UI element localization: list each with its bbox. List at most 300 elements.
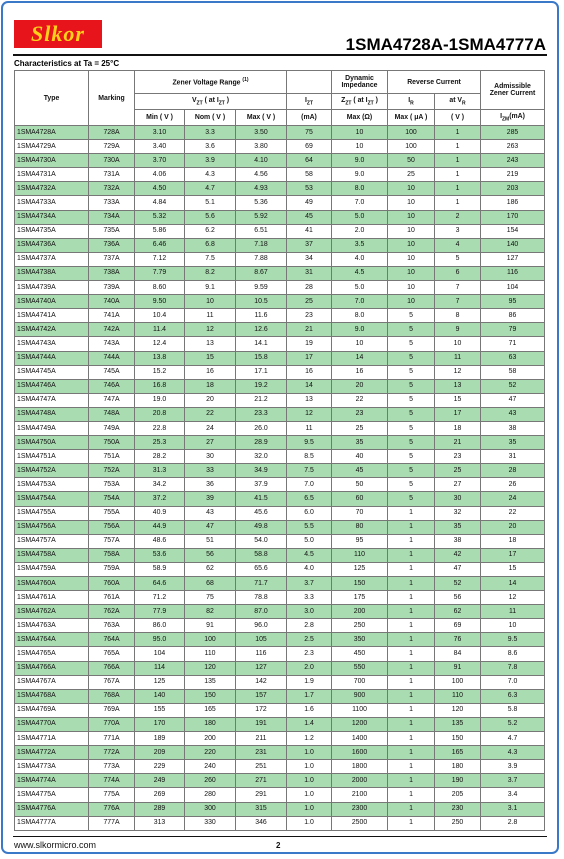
cell-type: 1SMA4742A (15, 323, 89, 337)
page-title: 1SMA4728A-1SMA4777A (345, 35, 546, 54)
cell-min: 40.9 (135, 506, 185, 520)
cell-nom: 3.9 (185, 154, 236, 168)
cell-ir: 1 (388, 788, 435, 802)
cell-min: 37.2 (135, 492, 185, 506)
cell-vr: 32 (435, 506, 481, 520)
table-row (15, 436, 545, 450)
cell-nom: 51 (185, 534, 236, 548)
cell-ir: 5 (388, 379, 435, 393)
table-row (15, 154, 545, 168)
cell-nom: 260 (185, 774, 236, 788)
table-row (15, 802, 545, 816)
cell-type: 1SMA4735A (15, 224, 89, 238)
cell-type: 1SMA4757A (15, 534, 89, 548)
cell-min: 12.4 (135, 337, 185, 351)
cell-type: 1SMA4743A (15, 337, 89, 351)
cell-ir: 5 (388, 421, 435, 435)
cell-zzt: 16 (332, 365, 388, 379)
cell-izt: 28 (287, 281, 332, 295)
cell-min: 7.12 (135, 252, 185, 266)
cell-izt: 19 (287, 337, 332, 351)
cell-marking: 744A (89, 351, 135, 365)
cell-type: 1SMA4731A (15, 168, 89, 182)
cell-zzt: 110 (332, 548, 388, 562)
table-body (15, 126, 545, 831)
cell-vr: 120 (435, 703, 481, 717)
cell-izm: 24 (481, 492, 545, 506)
cell-type: 1SMA4771A (15, 732, 89, 746)
cell-nom: 75 (185, 591, 236, 605)
cell-max: 54.0 (236, 534, 287, 548)
cell-ir: 1 (388, 591, 435, 605)
cell-type: 1SMA4777A (15, 816, 89, 830)
table-row (15, 746, 545, 760)
cell-marking: 750A (89, 436, 135, 450)
cell-vr: 1 (435, 182, 481, 196)
cell-zzt: 7.0 (332, 295, 388, 309)
cell-ir: 1 (388, 661, 435, 675)
cell-marking: 766A (89, 661, 135, 675)
cell-izm: 154 (481, 224, 545, 238)
cell-ir: 10 (388, 266, 435, 280)
cell-vr: 9 (435, 323, 481, 337)
cell-izt: 2.0 (287, 661, 332, 675)
cell-min: 104 (135, 647, 185, 661)
cell-ir: 1 (388, 647, 435, 661)
cell-max: 231 (236, 746, 287, 760)
cell-zzt: 5.0 (332, 281, 388, 295)
table-row (15, 478, 545, 492)
cell-nom: 110 (185, 647, 236, 661)
cell-izt: 11 (287, 421, 332, 435)
cell-ir: 10 (388, 281, 435, 295)
cell-ir: 1 (388, 760, 435, 774)
cell-ir: 5 (388, 436, 435, 450)
cell-nom: 220 (185, 746, 236, 760)
cell-type: 1SMA4765A (15, 647, 89, 661)
cell-nom: 150 (185, 689, 236, 703)
table-row (15, 717, 545, 731)
cell-zzt: 1400 (332, 732, 388, 746)
cell-ir: 1 (388, 534, 435, 548)
cell-izt: 16 (287, 365, 332, 379)
cell-max: 34.9 (236, 464, 287, 478)
cell-ir: 1 (388, 675, 435, 689)
cell-nom: 165 (185, 703, 236, 717)
cell-nom: 47 (185, 520, 236, 534)
cell-ir: 100 (388, 140, 435, 154)
cell-izt: 4.0 (287, 562, 332, 576)
header-izt: $I_{ZT}$ (287, 94, 332, 110)
cell-min: 7.79 (135, 266, 185, 280)
cell-zzt: 8.0 (332, 309, 388, 323)
cell-marking: 754A (89, 492, 135, 506)
cell-izt: 1.0 (287, 802, 332, 816)
cell-izt: 1.0 (287, 816, 332, 830)
cell-type: 1SMA4741A (15, 309, 89, 323)
cell-zzt: 9.0 (332, 168, 388, 182)
cell-max: 65.6 (236, 562, 287, 576)
cell-ir: 1 (388, 732, 435, 746)
cell-min: 48.6 (135, 534, 185, 548)
cell-type: 1SMA4739A (15, 281, 89, 295)
cell-zzt: 1200 (332, 717, 388, 731)
cell-izt: 1.9 (287, 675, 332, 689)
cell-vr: 25 (435, 464, 481, 478)
cell-vr: 17 (435, 407, 481, 421)
header-max: Max ( V ) (236, 110, 287, 126)
cell-marking: 733A (89, 196, 135, 210)
cell-izt: 2.5 (287, 633, 332, 647)
cell-type: 1SMA4734A (15, 210, 89, 224)
cell-izt: 5.0 (287, 534, 332, 548)
cell-max: 71.7 (236, 577, 287, 591)
cell-max: 5.92 (236, 210, 287, 224)
cell-vr: 190 (435, 774, 481, 788)
cell-izt: 25 (287, 295, 332, 309)
cell-max: 14.1 (236, 337, 287, 351)
cell-max: 346 (236, 816, 287, 830)
cell-zzt: 35 (332, 436, 388, 450)
cell-max: 191 (236, 717, 287, 731)
table-row (15, 591, 545, 605)
cell-vr: 3 (435, 224, 481, 238)
table-row (15, 689, 545, 703)
cell-izm: 186 (481, 196, 545, 210)
cell-izm: 127 (481, 252, 545, 266)
table-row (15, 619, 545, 633)
cell-izt: 7.5 (287, 464, 332, 478)
cell-izt: 1.6 (287, 703, 332, 717)
cell-zzt: 22 (332, 393, 388, 407)
cell-nom: 27 (185, 436, 236, 450)
cell-min: 13.8 (135, 351, 185, 365)
table-row (15, 281, 545, 295)
header-zzt: $Z_{ZT}$ ( at $I_{ZT}$ ) (332, 94, 388, 110)
cell-type: 1SMA4751A (15, 450, 89, 464)
cell-izm: 2.8 (481, 816, 545, 830)
cell-type: 1SMA4766A (15, 661, 89, 675)
cell-max: 10.5 (236, 295, 287, 309)
cell-zzt: 125 (332, 562, 388, 576)
cell-marking: 749A (89, 421, 135, 435)
cell-max: 78.8 (236, 591, 287, 605)
cell-marking: 751A (89, 450, 135, 464)
cell-izt: 64 (287, 154, 332, 168)
cell-min: 313 (135, 816, 185, 830)
cell-izm: 86 (481, 309, 545, 323)
header-zener-group: Zener Voltage Range $^{(1)}$ (135, 71, 287, 94)
cell-izm: 116 (481, 266, 545, 280)
cell-izm: 219 (481, 168, 545, 182)
table-row (15, 196, 545, 210)
table-row (15, 647, 545, 661)
cell-vr: 1 (435, 140, 481, 154)
cell-type: 1SMA4754A (15, 492, 89, 506)
cell-type: 1SMA4760A (15, 577, 89, 591)
cell-vr: 76 (435, 633, 481, 647)
cell-min: 34.2 (135, 478, 185, 492)
cell-izm: 31 (481, 450, 545, 464)
cell-izm: 38 (481, 421, 545, 435)
cell-izt: 34 (287, 252, 332, 266)
cell-nom: 22 (185, 407, 236, 421)
cell-type: 1SMA4748A (15, 407, 89, 421)
cell-izt: 4.5 (287, 548, 332, 562)
cell-zzt: 9.0 (332, 154, 388, 168)
cell-ir: 1 (388, 746, 435, 760)
cell-vr: 10 (435, 337, 481, 351)
cell-max: 7.88 (236, 252, 287, 266)
cell-type: 1SMA4747A (15, 393, 89, 407)
cell-zzt: 20 (332, 379, 388, 393)
cell-ir: 5 (388, 492, 435, 506)
cell-max: 116 (236, 647, 287, 661)
cell-zzt: 45 (332, 464, 388, 478)
table-row (15, 661, 545, 675)
cell-ir: 1 (388, 577, 435, 591)
cell-marking: 768A (89, 689, 135, 703)
cell-type: 1SMA4776A (15, 802, 89, 816)
table-row (15, 337, 545, 351)
cell-ir: 5 (388, 407, 435, 421)
table-row (15, 210, 545, 224)
cell-min: 114 (135, 661, 185, 675)
cell-max: 41.5 (236, 492, 287, 506)
cell-izm: 5.8 (481, 703, 545, 717)
cell-nom: 5.6 (185, 210, 236, 224)
cell-zzt: 150 (332, 577, 388, 591)
cell-marking: 731A (89, 168, 135, 182)
cell-min: 31.3 (135, 464, 185, 478)
cell-nom: 4.3 (185, 168, 236, 182)
table-row (15, 774, 545, 788)
table-row (15, 633, 545, 647)
cell-type: 1SMA4729A (15, 140, 89, 154)
cell-izm: 63 (481, 351, 545, 365)
cell-izm: 58 (481, 365, 545, 379)
cell-zzt: 1800 (332, 760, 388, 774)
cell-min: 8.60 (135, 281, 185, 295)
cell-max: 4.93 (236, 182, 287, 196)
cell-min: 10.4 (135, 309, 185, 323)
cell-nom: 68 (185, 577, 236, 591)
cell-zzt: 2300 (332, 802, 388, 816)
cell-min: 125 (135, 675, 185, 689)
cell-zzt: 175 (332, 591, 388, 605)
cell-type: 1SMA4768A (15, 689, 89, 703)
cell-marking: 756A (89, 520, 135, 534)
cell-type: 1SMA4749A (15, 421, 89, 435)
cell-min: 58.9 (135, 562, 185, 576)
cell-min: 140 (135, 689, 185, 703)
cell-izt: 5.5 (287, 520, 332, 534)
cell-min: 15.2 (135, 365, 185, 379)
footer-url[interactable]: www.slkormicro.com (14, 840, 97, 850)
table-row (15, 732, 545, 746)
cell-max: 12.6 (236, 323, 287, 337)
cell-max: 15.8 (236, 351, 287, 365)
cell-vr: 11 (435, 351, 481, 365)
cell-nom: 10 (185, 295, 236, 309)
cell-max: 23.3 (236, 407, 287, 421)
header-min: Min ( V ) (135, 110, 185, 126)
cell-ir: 5 (388, 393, 435, 407)
cell-min: 4.06 (135, 168, 185, 182)
cell-marking: 760A (89, 577, 135, 591)
cell-max: 8.67 (236, 266, 287, 280)
cell-type: 1SMA4745A (15, 365, 89, 379)
cell-izt: 8.5 (287, 450, 332, 464)
table-row (15, 393, 545, 407)
cell-ir: 1 (388, 619, 435, 633)
cell-marking: 742A (89, 323, 135, 337)
cell-vr: 23 (435, 450, 481, 464)
cell-max: 142 (236, 675, 287, 689)
table-row (15, 816, 545, 830)
table-row (15, 224, 545, 238)
cell-ir: 5 (388, 450, 435, 464)
table-row (15, 266, 545, 280)
cell-zzt: 900 (332, 689, 388, 703)
cell-nom: 4.7 (185, 182, 236, 196)
cell-type: 1SMA4773A (15, 760, 89, 774)
cell-izt: 1.7 (287, 689, 332, 703)
cell-izm: 170 (481, 210, 545, 224)
cell-max: 3.50 (236, 126, 287, 140)
header-izt-blank (287, 71, 332, 94)
cell-izt: 14 (287, 379, 332, 393)
cell-max: 96.0 (236, 619, 287, 633)
table-row (15, 309, 545, 323)
cell-min: 3.10 (135, 126, 185, 140)
cell-min: 3.40 (135, 140, 185, 154)
cell-zzt: 10 (332, 126, 388, 140)
cell-vr: 7 (435, 281, 481, 295)
cell-max: 4.56 (236, 168, 287, 182)
cell-izt: 21 (287, 323, 332, 337)
cell-type: 1SMA4761A (15, 591, 89, 605)
cell-izt: 9.5 (287, 436, 332, 450)
cell-min: 5.32 (135, 210, 185, 224)
cell-izt: 37 (287, 238, 332, 252)
cell-izt: 6.5 (287, 492, 332, 506)
cell-max: 291 (236, 788, 287, 802)
cell-zzt: 450 (332, 647, 388, 661)
cell-type: 1SMA4752A (15, 464, 89, 478)
cell-izt: 2.3 (287, 647, 332, 661)
cell-izm: 20 (481, 520, 545, 534)
table-row (15, 126, 545, 140)
cell-izt: 1.4 (287, 717, 332, 731)
table-row (15, 140, 545, 154)
cell-ir: 1 (388, 633, 435, 647)
cell-nom: 82 (185, 605, 236, 619)
cell-nom: 330 (185, 816, 236, 830)
cell-marking: 740A (89, 295, 135, 309)
cell-nom: 3.3 (185, 126, 236, 140)
table-row (15, 562, 545, 576)
cell-ir: 10 (388, 182, 435, 196)
cell-izm: 263 (481, 140, 545, 154)
cell-max: 32.0 (236, 450, 287, 464)
cell-max: 251 (236, 760, 287, 774)
cell-type: 1SMA4774A (15, 774, 89, 788)
cell-nom: 20 (185, 393, 236, 407)
cell-type: 1SMA4733A (15, 196, 89, 210)
cell-vr: 1 (435, 154, 481, 168)
cell-type: 1SMA4738A (15, 266, 89, 280)
cell-marking: 769A (89, 703, 135, 717)
cell-izt: 1.0 (287, 746, 332, 760)
brand-logo: Slkor (14, 20, 102, 48)
cell-izm: 6.3 (481, 689, 545, 703)
cell-izm: 243 (481, 154, 545, 168)
cell-min: 71.2 (135, 591, 185, 605)
cell-vr: 135 (435, 717, 481, 731)
cell-nom: 240 (185, 760, 236, 774)
cell-nom: 9.1 (185, 281, 236, 295)
cell-nom: 5.1 (185, 196, 236, 210)
cell-max: 271 (236, 774, 287, 788)
cell-ir: 1 (388, 703, 435, 717)
cell-nom: 8.2 (185, 266, 236, 280)
cell-vr: 69 (435, 619, 481, 633)
cell-vr: 38 (435, 534, 481, 548)
cell-type: 1SMA4732A (15, 182, 89, 196)
cell-vr: 42 (435, 548, 481, 562)
table-row (15, 520, 545, 534)
header-type: Type (15, 71, 89, 126)
cell-max: 105 (236, 633, 287, 647)
cell-ir: 1 (388, 520, 435, 534)
cell-min: 4.50 (135, 182, 185, 196)
cell-izm: 4.7 (481, 732, 545, 746)
cell-nom: 56 (185, 548, 236, 562)
cell-vr: 15 (435, 393, 481, 407)
cell-vr: 1 (435, 126, 481, 140)
cell-vr: 84 (435, 647, 481, 661)
cell-nom: 6.8 (185, 238, 236, 252)
cell-min: 6.46 (135, 238, 185, 252)
cell-type: 1SMA4763A (15, 619, 89, 633)
cell-nom: 16 (185, 365, 236, 379)
cell-zzt: 80 (332, 520, 388, 534)
cell-izt: 23 (287, 309, 332, 323)
cell-max: 21.2 (236, 393, 287, 407)
cell-izm: 17 (481, 548, 545, 562)
header-vz: $V_{ZT}$ ( at $I_{ZT}$ ) (135, 94, 287, 110)
cell-izm: 18 (481, 534, 545, 548)
cell-izm: 95 (481, 295, 545, 309)
cell-ir: 5 (388, 337, 435, 351)
cell-izm: 26 (481, 478, 545, 492)
cell-izt: 1.0 (287, 760, 332, 774)
cell-max: 5.36 (236, 196, 287, 210)
cell-min: 9.50 (135, 295, 185, 309)
cell-marking: 762A (89, 605, 135, 619)
cell-ir: 1 (388, 717, 435, 731)
cell-marking: 770A (89, 717, 135, 731)
cell-marking: 758A (89, 548, 135, 562)
cell-max: 3.80 (236, 140, 287, 154)
cell-max: 9.59 (236, 281, 287, 295)
cell-nom: 15 (185, 351, 236, 365)
cell-vr: 165 (435, 746, 481, 760)
cell-vr: 250 (435, 816, 481, 830)
cell-ir: 1 (388, 816, 435, 830)
cell-izt: 12 (287, 407, 332, 421)
